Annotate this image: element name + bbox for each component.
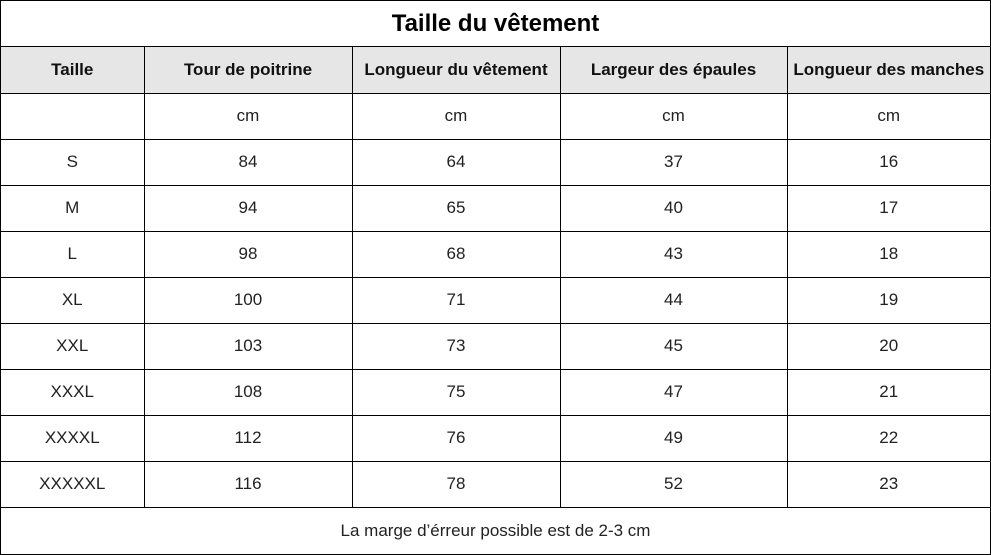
header-sleeve: Longueur des manches <box>787 47 990 93</box>
shoulder-cell: 44 <box>560 277 787 323</box>
error-margin-note: La marge d’érreur possible est de 2-3 cm <box>340 520 651 540</box>
shoulder-cell: 47 <box>560 369 787 415</box>
length-cell: 64 <box>352 139 560 185</box>
chest-cell: 108 <box>144 369 352 415</box>
length-cell: 68 <box>352 231 560 277</box>
length-cell: 73 <box>352 323 560 369</box>
shoulder-cell: 37 <box>560 139 787 185</box>
size-cell: S <box>1 139 144 185</box>
unit-cell: cm <box>352 93 560 139</box>
chest-cell: 98 <box>144 231 352 277</box>
size-cell: M <box>1 185 144 231</box>
length-cell: 76 <box>352 415 560 461</box>
shoulder-cell: 45 <box>560 323 787 369</box>
table-row <box>1 369 990 415</box>
size-cell: XXXXL <box>1 415 144 461</box>
chest-cell: 84 <box>144 139 352 185</box>
chart-title: Taille du vêtement <box>1 1 990 47</box>
header-size: Taille <box>1 47 144 93</box>
size-cell: XXXXXL <box>1 461 144 507</box>
length-cell: 71 <box>352 277 560 323</box>
table-row <box>1 139 990 185</box>
size-cell: XL <box>1 277 144 323</box>
sleeve-cell: 20 <box>787 323 990 369</box>
table-row <box>1 231 990 277</box>
shoulder-cell: 52 <box>560 461 787 507</box>
length-cell: 78 <box>352 461 560 507</box>
table-row <box>1 185 990 231</box>
sleeve-cell: 21 <box>787 369 990 415</box>
sleeve-cell: 19 <box>787 277 990 323</box>
shoulder-cell: 43 <box>560 231 787 277</box>
size-table <box>1 47 990 508</box>
size-cell: L <box>1 231 144 277</box>
sleeve-cell: 22 <box>787 415 990 461</box>
chest-cell: 94 <box>144 185 352 231</box>
header-shoulder: Largeur des épaules <box>560 47 787 93</box>
unit-cell <box>1 93 144 139</box>
table-row <box>1 415 990 461</box>
chest-cell: 103 <box>144 323 352 369</box>
sleeve-cell: 17 <box>787 185 990 231</box>
shoulder-cell: 49 <box>560 415 787 461</box>
sleeve-cell: 16 <box>787 139 990 185</box>
length-cell: 65 <box>352 185 560 231</box>
size-cell: XXXL <box>1 369 144 415</box>
header-chest: Tour de poitrine <box>144 47 352 93</box>
chest-cell: 100 <box>144 277 352 323</box>
unit-row <box>1 93 990 139</box>
table-row <box>1 323 990 369</box>
shoulder-cell: 40 <box>560 185 787 231</box>
header-row <box>1 47 990 93</box>
sleeve-cell: 23 <box>787 461 990 507</box>
header-length: Longueur du vêtement <box>352 47 560 93</box>
unit-cell: cm <box>144 93 352 139</box>
size-cell: XXL <box>1 323 144 369</box>
sleeve-cell: 18 <box>787 231 990 277</box>
chest-cell: 112 <box>144 415 352 461</box>
unit-cell: cm <box>560 93 787 139</box>
unit-cell: cm <box>787 93 990 139</box>
length-cell: 75 <box>352 369 560 415</box>
table-row <box>1 461 990 507</box>
table-row <box>1 277 990 323</box>
chest-cell: 116 <box>144 461 352 507</box>
